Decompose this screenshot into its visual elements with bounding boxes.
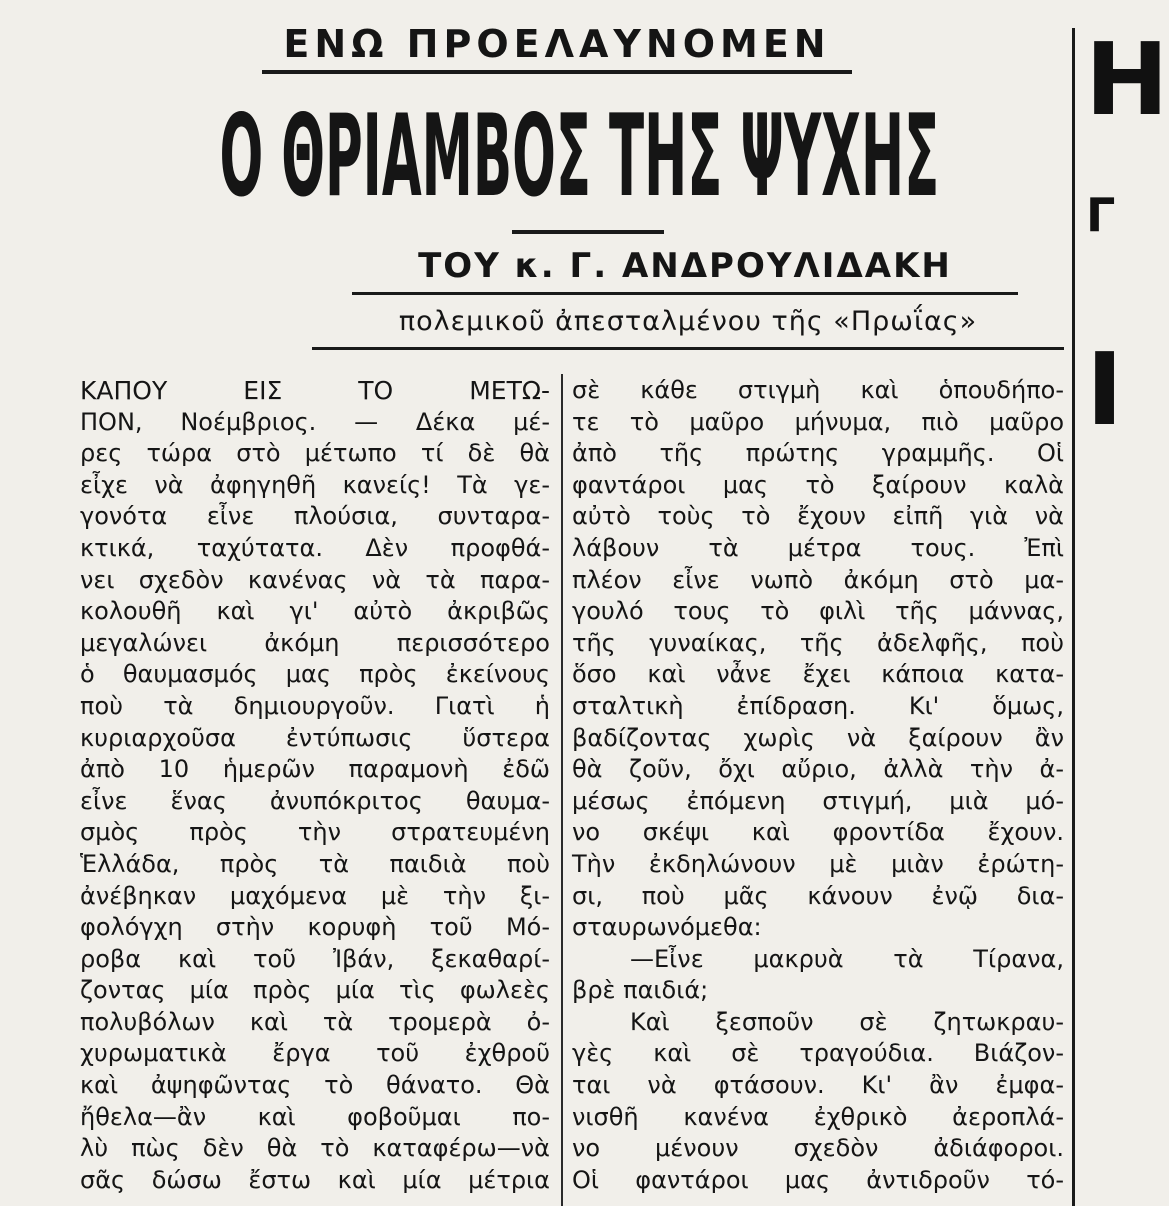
column-line: ἀνέβηκαν μαχόμενα μὲ τὴν ξι-	[80, 881, 550, 910]
column-line: φαντάροι μας τὸ ξαίρουν καλὰ	[572, 470, 1064, 499]
column-line: χυρωματικὰ ἔργα τοῦ ἐχθροῦ	[80, 1039, 550, 1068]
column-line: Ἑλλάδα, πρὸς τὰ παιδιὰ ποὺ	[80, 849, 550, 878]
column-line: λάβουν τὰ μέτρα τους. Ἐπὶ	[572, 533, 1064, 562]
column-line: φολόγχη στὴν κορυφὴ τοῦ Μό-	[80, 913, 550, 942]
headline	[118, 89, 998, 223]
column-line: ἀπὸ 10 ἡμερῶν παραμονὴ ἐδῶ	[80, 755, 550, 784]
column-line: ΠΟΝ, Νοέμβριος. — Δέκα μέ-	[80, 407, 550, 436]
column-line: ΚΑΠΟΥ ΕΙΣ ΤΟ ΜΕΤΩ-	[80, 376, 550, 405]
column-line: αὐτὸ τοὺς τὸ ἔχουν εἰπῆ γιὰ νὰ	[572, 502, 1064, 531]
column-line: κυριαρχοῦσα ἐντύπωσις ὕστερα	[80, 723, 550, 752]
byline: ΤΟΥ κ. Γ. ΑΝΔΡΟΥΛΙΔΑΚΗ	[418, 246, 952, 286]
column-line: βαδίζοντας χωρὶς νὰ ξαίρουν ἂν	[572, 723, 1064, 752]
column-line: πλέον εἶνε νωπὸ ἀκόμη στὸ μα-	[572, 565, 1064, 594]
column-line: γουλό τους τὸ φιλὶ τῆς μάννας,	[572, 597, 1064, 626]
headline-text: Ο ΘΡΙΑΜΒΟΣ ΤΗΣ ΨΥΧΗΣ	[219, 89, 940, 223]
headline-divider	[512, 230, 664, 234]
adjacent-article-fragment: Γ	[1086, 188, 1116, 242]
subtitle: πολεμικοῦ ἀπεσταλμένου τῆς «Πρωΐας»	[398, 306, 978, 337]
column-line: ρες τώρα στὸ μέτωπο τί δὲ θὰ	[80, 439, 550, 468]
column-line: μέσως ἐπόμενη στιγμή, μιὰ μό-	[572, 786, 1064, 815]
column-line: γὲς καὶ σὲ τραγούδια. Βιάζον-	[572, 1039, 1064, 1068]
column-divider	[561, 374, 563, 1206]
column-line: καὶ ἀψηφῶντας τὸ θάνατο. Θὰ	[80, 1071, 550, 1100]
column-line: Τὴν ἐκδηλώνουν μὲ μιὰν ἐρώτη-	[572, 849, 1064, 878]
column-line: κολουθῆ καὶ γι' αὐτὸ ἀκριβῶς	[80, 597, 550, 626]
column-line: νει σχεδὸν κανένας νὰ τὰ παρα-	[80, 565, 550, 594]
column-line: σᾶς δώσω ἔστω καὶ μία μέτρια	[80, 1165, 550, 1194]
column-line: νισθῆ κανένα ἐχθρικὸ ἀεροπλά-	[572, 1102, 1064, 1131]
adjacent-article-divider	[1072, 28, 1075, 1206]
column-line: ποὺ τὰ δημιουργοῦν. Γιατὶ ἡ	[80, 691, 550, 720]
column-line: σὲ κάθε στιγμὴ καὶ ὁπουδήπο-	[572, 376, 1064, 404]
column-line: Καὶ ξεσποῦν σὲ ζητωκραυ-	[630, 1007, 1064, 1036]
column-line: σταυρωνόμεθα:	[572, 913, 762, 942]
adjacent-article-fragment: Η	[1085, 21, 1169, 138]
article-column-right	[572, 375, 1064, 1196]
column-line: σι, ποὺ μᾶς κάνουν ἐνῷ δια-	[572, 881, 1064, 910]
column-line: θὰ ζοῦν, ὄχι αὔριο, ἀλλὰ τὴν ἀ-	[572, 755, 1064, 784]
column-line: σταλτικὴ ἐπίδραση. Κι' ὅμως,	[572, 691, 1064, 720]
subtitle-underline	[312, 347, 1064, 350]
column-line: κτικά, ταχύτατα. Δὲν προφθά-	[80, 533, 550, 562]
column-line: ἀπὸ τῆς πρώτης γραμμῆς. Οἱ	[572, 439, 1064, 468]
column-line: Οἱ φαντάροι μας ἀντιδροῦν τό-	[572, 1165, 1064, 1194]
column-line: μεγαλώνει ἀκόμη περισσότερο	[80, 628, 550, 657]
column-line: ὁ θαυμασμός μας πρὸς ἐκείνους	[80, 660, 550, 689]
column-line: ται νὰ φτάσουν. Κι' ἂν ἐμφα-	[572, 1071, 1064, 1100]
byline-underline	[352, 292, 1018, 295]
column-line: —Εἶνε μακρυὰ τὰ Τίρανα,	[630, 944, 1064, 973]
column-line: εἶχε νὰ ἀφηγηθῆ κανείς! Τὰ γε-	[80, 470, 550, 499]
column-line: πολυβόλων καὶ τὰ τρομερὰ ὀ-	[80, 1007, 550, 1036]
column-line: λὺ πὼς δὲν θὰ τὸ καταφέρω—νὰ	[80, 1134, 550, 1163]
column-line: νο σκέψι καὶ φροντίδα ἔχουν.	[572, 818, 1064, 847]
column-line: βρὲ παιδιά;	[572, 976, 709, 1005]
kicker-heading: ΕΝΩ ΠΡΟΕΛΑΥΝΟΜΕΝ	[283, 22, 831, 66]
column-line: ὅσο καὶ νἆνε ἔχει κάποια κατα-	[572, 660, 1064, 689]
column-line: τῆς γυναίκας, τῆς ἀδελφῆς, ποὺ	[572, 628, 1064, 657]
column-line: νο μένουν σχεδὸν ἀδιάφοροι.	[572, 1134, 1064, 1163]
article-column-left	[80, 375, 550, 1196]
column-line: εἶνε ἕνας ἀνυπόκριτος θαυμα-	[80, 786, 550, 815]
column-line: τε τὸ μαῦρο μήνυμα, πιὸ μαῦρο	[572, 407, 1064, 436]
column-line: γονότα εἶνε πλούσια, συνταρα-	[80, 502, 550, 531]
column-line: ροβα καὶ τοῦ Ἰβάν, ξεκαθαρί-	[80, 944, 550, 973]
column-line: ἤθελα—ἂν καὶ φοβοῦμαι πο-	[80, 1102, 550, 1131]
adjacent-article-fragment: Ι	[1086, 331, 1124, 448]
column-line: ζοντας μία πρὸς μία τὶς φωλεὲς	[80, 976, 550, 1005]
column-line: σμὸς πρὸς τὴν στρατευμένη	[80, 818, 550, 847]
